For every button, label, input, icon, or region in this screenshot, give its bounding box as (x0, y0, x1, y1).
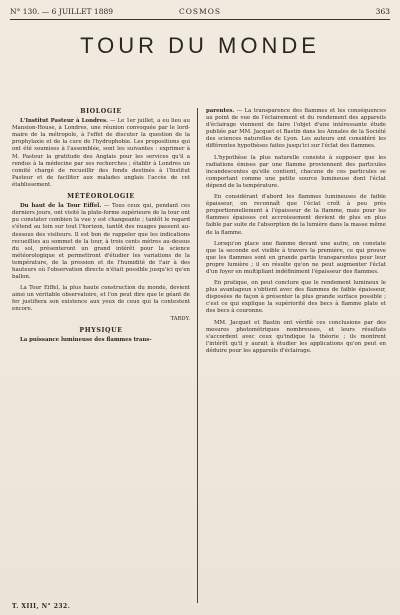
article-flammes (12, 337, 190, 344)
header-rule (10, 19, 390, 20)
issue-date: N° 130. — 6 JUILLET 1889 (10, 7, 114, 16)
page-number: 363 (375, 7, 390, 16)
article-paragraph: MM. Jacquet et Bastin ont vérifié ces conclusions par des mesures photométriques nombreuses, et leurs résultats s'accordent avec ceux qu'indique la théorie ; ils montrent l'intérêt qu'il y aurait à étudier les applications qu'on peut en déduire pour les appareils d'éclairage. (206, 319, 386, 354)
page-header (10, 6, 390, 18)
article-body: — Tous ceux qui, pendant ces derniers jours, ont visité la plate-forme supérieure de la tour ont pu constater combien la vue y est changeante ; tantôt le regard s'étend au loin sur tout l'horizon, tantôt des nuages passent au-dessous des visiteurs. Il est bon de rappeler que les indications recueillies au sommet de la tour, à trois cents mètres au-dessus du sol, présenteront un grand intérêt pour la science météorologique et permettront d'étudier les variations de la température, de la pression et de l'humidité de l'air à des hauteurs où l'observation directe n'était possible jusqu'ici qu'en ballon. (12, 203, 190, 281)
section-title-biologie: BIOLOGIE (80, 108, 122, 115)
article-body: — La transparence des flammes et les conséquences au point de vue de l'éclairement et du rendement des appareils d'éclairage viennent de faire l'objet d'une intéressante étude publiée par MM. Jacquet et Bastin dans les Annales de la Société des sciences naturelles de Lyon. Les auteurs ont considéré les différentes hypothèses faites jusqu'ici sur l'éclat des flammes. (206, 108, 386, 150)
article-paragraph: La Tour Eiffel, la plus haute construction du monde, devient ainsi un véritable observatoire, et l'on peut dire que le géant de fer justifiera son existence aux yeux de ceux qui la contestent encore. (12, 285, 190, 313)
article-paragraph: En pratique, on peut conclure que le rendement lumineux le plus avantageux s'obtient avec des flammes de faible épaisseur, disposées de façon à présenter la plus grande surface possible ; c'est ce qui explique la supériorité des becs à flamme plate et des becs à couronne. (206, 280, 386, 315)
article-lead: Du haut de la Tour Eiffel. (20, 203, 102, 210)
section-masthead: TOUR DU MONDE (80, 33, 320, 58)
article-paragraph: L'hypothèse la plus naturelle consiste à supposer que les radiations émises par une flamme proviennent des particules incandescentes qu'elle contient, chacune de ces particules se comportant comme une petite source lumineuse dont l'éclat dépend de la température. (206, 154, 386, 189)
article-lead: parentes. (206, 108, 235, 114)
author-signature: TARDY. (170, 315, 190, 322)
left-column (12, 108, 190, 348)
section-title-meteorologie: MÉTÉOROLOGIE (67, 193, 135, 201)
article-flammes-cont (206, 108, 386, 151)
article-body: — Le 1er juillet, a eu lieu au Mansion-House, à Londres, une réunion convoquée par le lord-maire de la métropole, à l'effet de discuter la question de la prophylaxie et de la cure de l'hydrophobie. Les propositions qui ont été soumises à l'assemblée, sont les suivantes : exprimer à M. Pasteur la gratitude des Anglais pour les services qu'il a rendus à la médecine par ses recherches ; établir à Londres un comité chargé de recueillir des fonds destinés à l'Institut Pasteur et de faciliter aux malades anglais l'accès de cet établissement. (12, 118, 190, 188)
article-tour-eiffel (12, 203, 190, 281)
right-column (206, 108, 386, 359)
section-title-physique: PHYSIQUE (79, 326, 123, 334)
article-lead: La puissance lumineuse des flammes trans- (20, 336, 152, 343)
column-divider (197, 108, 198, 603)
article-paragraph: En considérant d'abord les flammes lumineuses de faible épaisseur, on reconnaît que l'éclat croît à peu près proportionnellement à l'épaisseur de la flamme, mais pour les flammes épaisses cet accroissement devient de plus en plus faible par suite de l'absorption de la lumière dans la masse même de la flamme. (206, 194, 386, 236)
journal-name: COSMOS (179, 7, 221, 16)
article-lead: L'Institut Pasteur à Londres. (20, 118, 108, 125)
volume-footer: T. XIII, N° 232. (12, 603, 71, 610)
article-institut-pasteur (12, 118, 190, 189)
article-paragraph: Lorsqu'on place une flamme devant une autre, on constate que la seconde est visible à travers la première, ce qui prouve que les flammes sont en grande partie transparentes pour leur propre lumière ; il en résulte qu'on ne peut augmenter l'éclat d'un foyer en multipliant indéfiniment l'épaisseur des flammes. (206, 240, 386, 275)
